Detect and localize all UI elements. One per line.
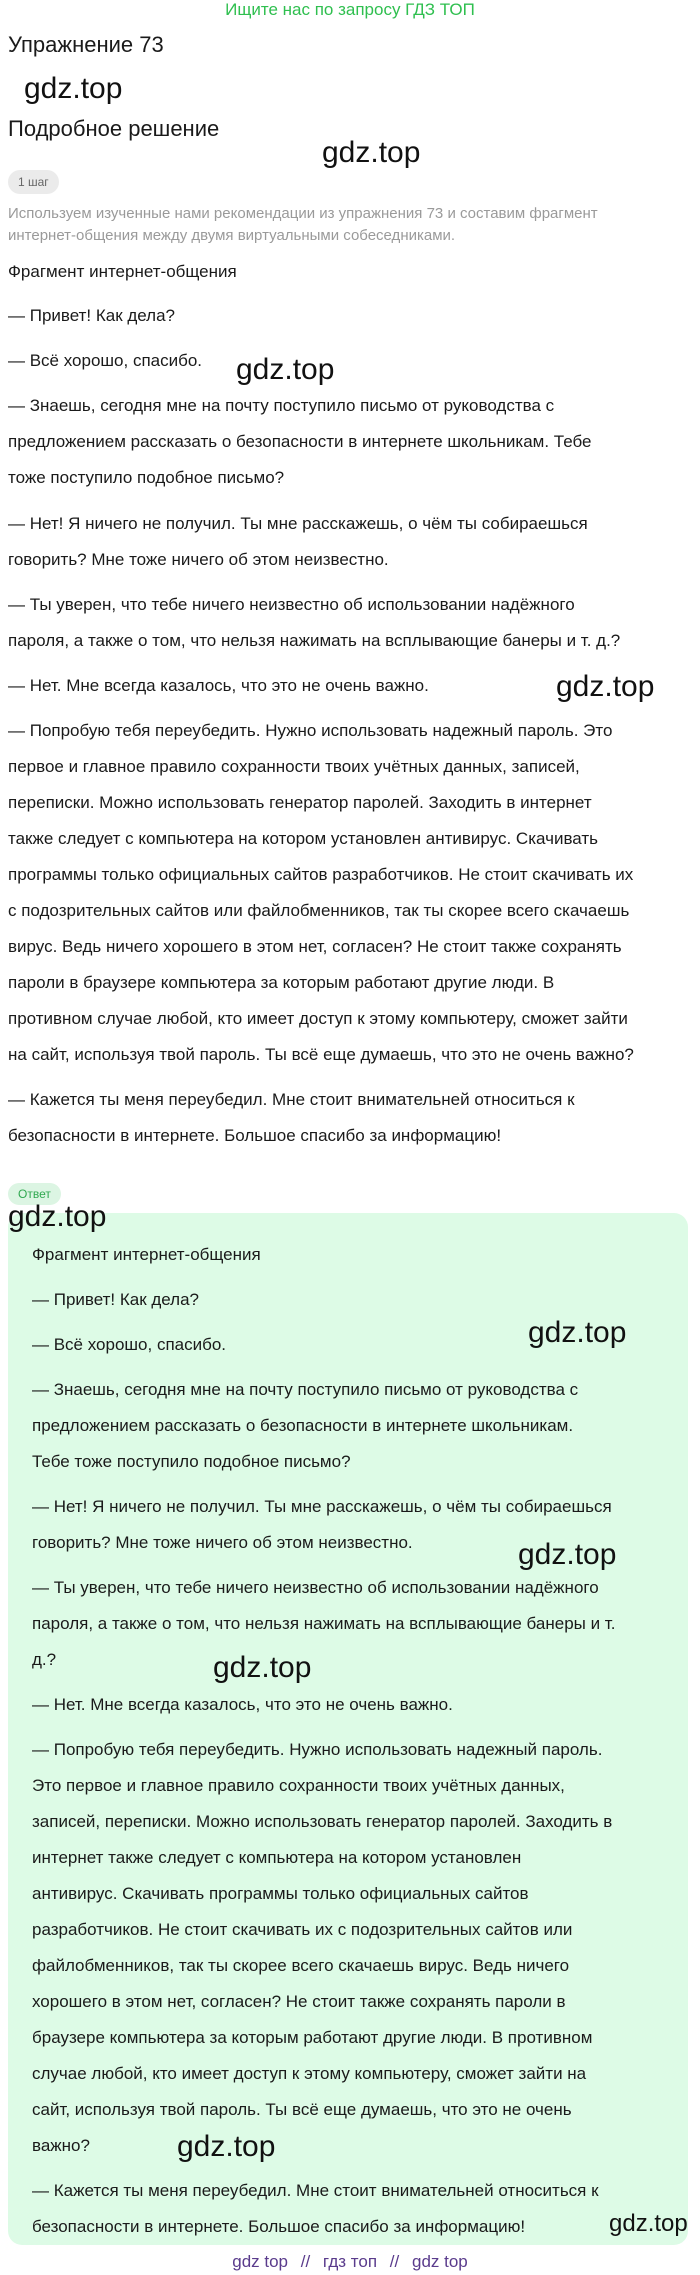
answer-line: сайт, используя твой пароль. Ты всё еще думаешь, что это не очень bbox=[32, 2100, 572, 2119]
watermark: gdz.top bbox=[556, 670, 655, 703]
watermark: gdz.top bbox=[8, 1200, 107, 1233]
answer-line: — Привет! Как дела? bbox=[32, 1290, 200, 1309]
answer-line: разработчиков. Не стоит скачивать их с подозрительных сайтов или bbox=[32, 1920, 573, 1939]
footer-separator: // bbox=[300, 2252, 311, 2271]
answer-line: — Всё хорошо, спасибо. bbox=[32, 1335, 227, 1354]
answer-line: браузере компьютера за которым работают другие люди. В противном bbox=[32, 2028, 593, 2047]
solution-line: переписки. Можно использовать генератор паролей. Заходить в интернет bbox=[8, 793, 592, 812]
solution-line: — Знаешь, сегодня мне на почту поступило письмо от руководства с bbox=[8, 396, 555, 415]
solution-line: — Ты уверен, что тебе ничего неизвестно об использовании надёжного bbox=[8, 595, 575, 614]
watermark: gdz.top bbox=[236, 353, 335, 386]
watermark: gdz.top bbox=[213, 1651, 312, 1684]
watermark: gdz.top bbox=[322, 136, 421, 169]
answer-line: Тебе тоже поступило подобное письмо? bbox=[32, 1452, 351, 1471]
watermark: gdz.top bbox=[177, 2130, 276, 2163]
solution-line: Фрагмент интернет-общения bbox=[8, 262, 237, 281]
solution-line: противном случае любой, кто имеет доступ к этому компьютеру, сможет зайти bbox=[8, 1009, 628, 1028]
answer-line: случае любой, кто имеет доступ к этому компьютеру, сможет зайти на bbox=[32, 2064, 587, 2083]
answer-line: — Знаешь, сегодня мне на почту поступило письмо от руководства с bbox=[32, 1380, 579, 1399]
answer-line: предложением рассказать о безопасности в интернете школьникам. bbox=[32, 1416, 574, 1435]
watermark: gdz.top bbox=[528, 1316, 627, 1349]
solution-line: программы только официальных сайтов разработчиков. Не стоит скачивать их bbox=[8, 865, 634, 884]
answer-line: хорошего в этом нет, согласен? Не стоит также сохранять пароли в bbox=[32, 1992, 566, 2011]
solution-line: — Всё хорошо, спасибо. bbox=[8, 351, 203, 370]
solution-line: пароли в браузере компьютера за которым работают другие люди. В bbox=[8, 973, 555, 992]
section-title: Подробное решение bbox=[8, 116, 220, 141]
solution-line: также следует с компьютера на котором установлен антивирус. Скачивать bbox=[8, 829, 599, 848]
solution-line: на сайт, используя твой пароль. Ты всё еще думаешь, что это не очень важно? bbox=[8, 1045, 634, 1064]
answer-line: — Нет. Мне всегда казалось, что это не очень важно. bbox=[32, 1695, 453, 1714]
answer-line: пароля, а также о том, что нельзя нажимать на всплывающие банеры и т. bbox=[32, 1614, 616, 1633]
solution-line: — Нет. Мне всегда казалось, что это не очень важно. bbox=[8, 676, 429, 695]
answer-line: — Нет! Я ничего не получил. Ты мне расскажешь, о чём ты собираешься bbox=[32, 1497, 612, 1516]
answer-line: говорить? Мне тоже ничего об этом неизвестно. bbox=[32, 1533, 413, 1552]
solution-line: — Кажется ты меня переубедил. Мне стоит внимательней относиться к bbox=[8, 1090, 575, 1109]
page-title: Упражнение 73 bbox=[8, 32, 164, 57]
answer-box bbox=[8, 1213, 688, 2245]
solution-line: — Нет! Я ничего не получил. Ты мне расскажешь, о чём ты собираешься bbox=[8, 514, 588, 533]
solution-line: с подозрительных сайтов или файлобменников, так ты скорее всего скачаешь bbox=[8, 901, 630, 920]
answer-line: важно? bbox=[32, 2136, 90, 2155]
step-badge: 1 шаг bbox=[8, 170, 59, 194]
watermark: gdz.top bbox=[24, 72, 123, 105]
answer-line: д.? bbox=[32, 1650, 57, 1669]
footer-link[interactable]: gdz top bbox=[232, 2252, 288, 2271]
answer-line: — Ты уверен, что тебе ничего неизвестно об использовании надёжного bbox=[32, 1578, 599, 1597]
solution-line: предложением рассказать о безопасности в интернете школьникам. Тебе bbox=[8, 432, 592, 451]
solution-line: пароля, а также о том, что нельзя нажимать на всплывающие банеры и т. д.? bbox=[8, 631, 621, 650]
solution-line: тоже поступило подобное письмо? bbox=[8, 468, 285, 487]
answer-line: Фрагмент интернет-общения bbox=[32, 1245, 261, 1264]
solution-line: первое и главное правило сохранности твоих учётных данных, записей, bbox=[8, 757, 580, 776]
answer-line: антивирус. Скачивать программы только официальных сайтов bbox=[32, 1884, 529, 1903]
answer-line: безопасности в интернете. Большое спасибо за информацию! bbox=[32, 2217, 526, 2236]
answer-line: записей, переписки. Можно использовать генератор паролей. Заходить в bbox=[32, 1812, 613, 1831]
footer-link[interactable]: гдз топ bbox=[322, 2252, 378, 2271]
footer-link[interactable]: gdz top bbox=[411, 2252, 468, 2271]
answer-line: Это первое и главное правило сохранности твоих учётных данных, bbox=[32, 1776, 565, 1795]
answer-line: — Кажется ты меня переубедил. Мне стоит внимательней относиться к bbox=[32, 2181, 599, 2200]
solution-line: вирус. Ведь ничего хорошего в этом нет, согласен? Не стоит также сохранять bbox=[8, 937, 622, 956]
intro-line: интернет-общения между двумя виртуальными собеседниками. bbox=[8, 227, 456, 244]
top-banner[interactable]: Ищите нас по запросу ГДЗ ТОП bbox=[225, 0, 475, 19]
footer-separator: // bbox=[389, 2252, 400, 2271]
solution-line: безопасности в интернете. Большое спасибо за информацию! bbox=[8, 1126, 502, 1145]
answer-line: файлобменников, так ты скорее всего скачаешь вирус. Ведь ничего bbox=[32, 1956, 570, 1975]
intro-text bbox=[8, 203, 678, 247]
solution-line: говорить? Мне тоже ничего об этом неизвестно. bbox=[8, 550, 389, 569]
answer-line: интернет также следует с компьютера на котором установлен bbox=[32, 1848, 522, 1867]
footer-links bbox=[0, 2251, 700, 2273]
watermark: gdz.top bbox=[518, 1538, 617, 1571]
answer-line: — Попробую тебя переубедить. Нужно использовать надежный пароль. bbox=[32, 1740, 603, 1759]
watermark: gdz.top bbox=[609, 2210, 688, 2237]
solution-line: — Попробую тебя переубедить. Нужно использовать надежный пароль. Это bbox=[8, 721, 613, 740]
intro-line: Используем изученные нами рекомендации из упражнения 73 и составим фрагмент bbox=[8, 205, 598, 222]
answer-badge: Ответ bbox=[8, 1183, 61, 1205]
solution-line: — Привет! Как дела? bbox=[8, 306, 176, 325]
